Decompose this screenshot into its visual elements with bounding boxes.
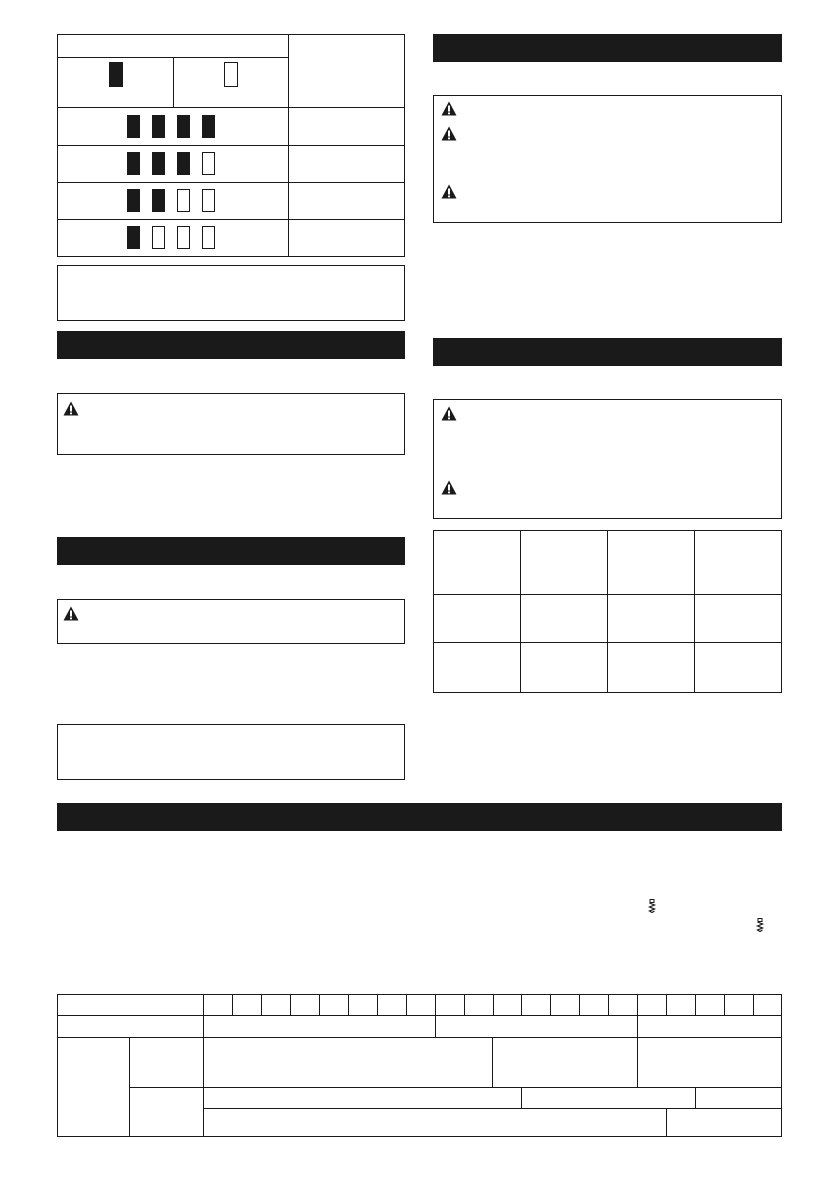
settings-table-divider xyxy=(435,1015,436,1037)
section-heading-bar xyxy=(433,34,782,62)
battery-segment-lit xyxy=(127,152,140,175)
warning-box xyxy=(57,393,405,455)
settings-table-divider xyxy=(203,994,204,1137)
settings-table-column-divider xyxy=(666,994,667,1015)
settings-table-column-divider xyxy=(608,994,609,1015)
settings-table-rule xyxy=(57,1015,782,1016)
settings-table-column-divider xyxy=(695,994,696,1015)
settings-table-column-divider xyxy=(319,994,320,1015)
battery-segment-lit xyxy=(127,226,140,249)
settings-table-divider xyxy=(637,1037,638,1087)
settings-table-divider xyxy=(695,1087,696,1108)
battery-segment-lit xyxy=(177,152,190,175)
section-heading-bar xyxy=(57,331,405,359)
battery-segment-off xyxy=(202,226,215,249)
warning-box xyxy=(433,95,782,223)
battery-segment-off xyxy=(152,226,165,249)
grid-table-divider xyxy=(607,530,608,693)
grid-table-divider xyxy=(694,530,695,693)
settings-table-column-divider xyxy=(348,994,349,1015)
warning-triangle-icon xyxy=(441,480,457,495)
settings-table-column-divider xyxy=(637,994,638,1015)
settings-table-column-divider xyxy=(753,994,754,1015)
settings-table-column-divider xyxy=(521,994,522,1015)
drill-bit-icon xyxy=(755,918,765,932)
warning-box xyxy=(433,399,782,519)
section-heading-bar xyxy=(57,537,405,565)
note-box xyxy=(57,724,405,780)
settings-table-rule xyxy=(203,1108,782,1109)
battery-segment-off xyxy=(177,189,190,212)
battery-segment-lit xyxy=(202,115,215,138)
settings-table-rule xyxy=(57,1037,782,1038)
warning-triangle-icon xyxy=(63,401,79,416)
warning-triangle-icon xyxy=(441,101,457,116)
grid-table-divider xyxy=(520,530,521,693)
lamp-off-icon xyxy=(224,62,238,87)
settings-table-first-row xyxy=(203,994,782,1015)
note-box xyxy=(57,265,405,321)
settings-table-column-divider xyxy=(493,994,494,1015)
settings-table-column-divider xyxy=(579,994,580,1015)
settings-table-divider xyxy=(666,1108,667,1137)
warning-triangle-icon xyxy=(63,606,79,621)
settings-table-column-divider xyxy=(550,994,551,1015)
battery-segment-lit xyxy=(152,189,165,212)
settings-table-column-divider xyxy=(406,994,407,1015)
battery-segment-off xyxy=(177,226,190,249)
drill-bit-icon xyxy=(647,899,657,913)
battery-table-divider xyxy=(173,57,174,107)
settings-table-column-divider xyxy=(261,994,262,1015)
settings-table-divider xyxy=(637,1015,638,1037)
settings-table-column-divider xyxy=(464,994,465,1015)
settings-table-divider xyxy=(492,1037,493,1087)
battery-segment-lit xyxy=(127,115,140,138)
settings-table-column-divider xyxy=(377,994,378,1015)
settings-table-column-divider xyxy=(435,994,436,1015)
warning-box xyxy=(57,599,405,644)
warning-triangle-icon xyxy=(441,126,457,141)
lamp-lit-icon xyxy=(109,62,123,87)
settings-table-rule xyxy=(129,1087,782,1088)
grid-table-rule xyxy=(433,594,782,595)
battery-segment-lit xyxy=(152,115,165,138)
settings-table-column-divider xyxy=(290,994,291,1015)
battery-segment-lit xyxy=(127,189,140,212)
settings-table-divider xyxy=(521,1087,522,1108)
grid-table-rule xyxy=(433,642,782,643)
battery-segment-lit xyxy=(152,152,165,175)
settings-table-column-divider xyxy=(232,994,233,1015)
warning-triangle-icon xyxy=(441,184,457,199)
battery-indicator-rows xyxy=(57,107,289,257)
section-heading-bar-wide xyxy=(57,803,782,831)
warning-triangle-icon xyxy=(441,406,457,421)
battery-segment-off xyxy=(202,152,215,175)
battery-segment-lit xyxy=(177,115,190,138)
settings-table-column-divider xyxy=(724,994,725,1015)
battery-segment-off xyxy=(202,189,215,212)
section-heading-bar xyxy=(433,338,782,366)
